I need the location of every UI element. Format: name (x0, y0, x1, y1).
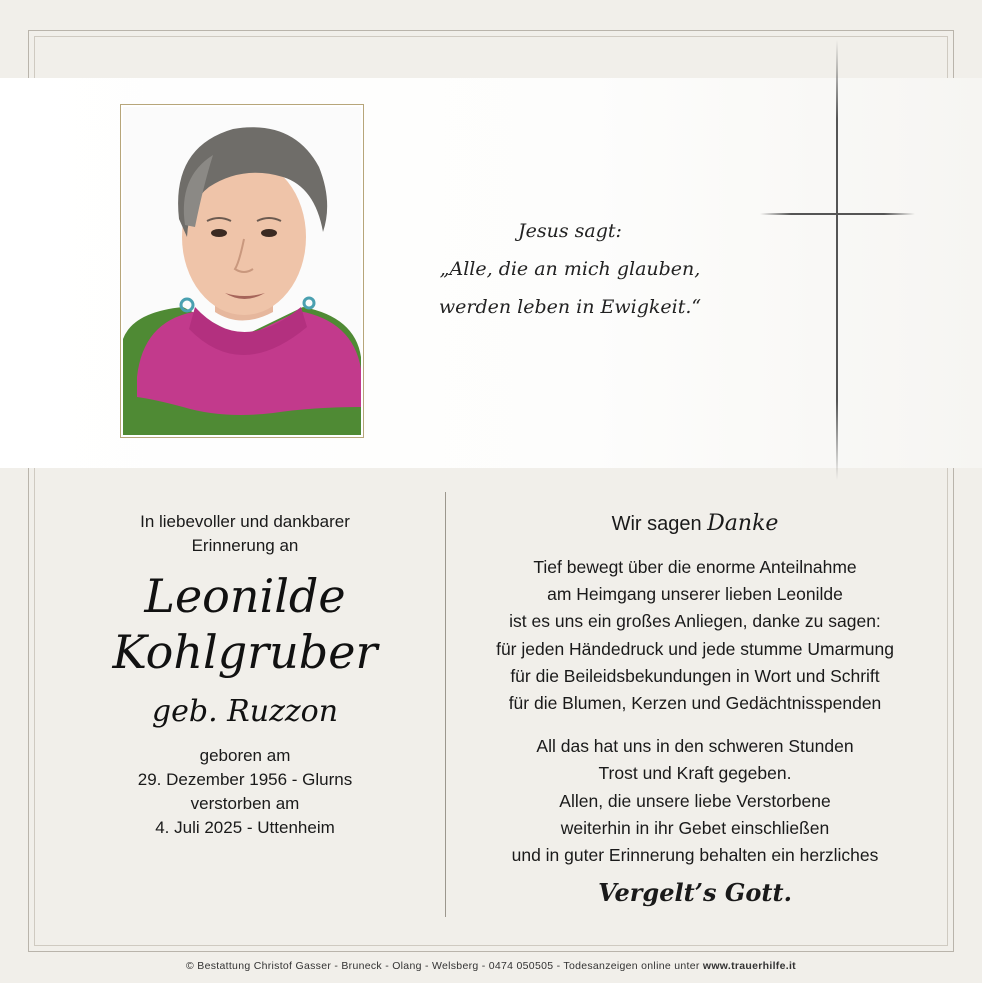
cross-horizontal-beam (760, 213, 915, 215)
memorial-details (90, 510, 400, 840)
paragraph-line: Allen, die unsere liebe Verstorbene (559, 790, 831, 811)
died-date: 4. Juli 2025 - Uttenheim (155, 818, 335, 837)
born-label: geboren am (199, 746, 291, 765)
thanks-prefix: Wir sagen (611, 513, 702, 535)
bible-quote (405, 212, 735, 326)
portrait-photo (123, 107, 361, 435)
thanks-heading (470, 510, 920, 538)
footer (0, 960, 982, 972)
deceased-name (90, 568, 400, 680)
thanks-paragraph-2 (470, 733, 920, 869)
footer-link[interactable]: www.trauerhilfe.it (702, 960, 796, 972)
quote-line: werden leben in Ewigkeit.“ (438, 296, 702, 318)
born-date: 29. Dezember 1956 - Glurns (137, 770, 353, 789)
portrait-frame (120, 104, 364, 438)
life-dates (90, 744, 400, 840)
paragraph-line: für die Blumen, Kerzen und Gedächtnisspenden (508, 693, 882, 714)
intro-text (90, 510, 400, 558)
paragraph-line: und in guter Erinnerung behalten ein herzliches (511, 845, 879, 866)
paragraph-line: weiterhin in ihr Gebet einschließen (560, 817, 830, 838)
closing-blessing: Vergelt’s Gott. (598, 878, 792, 908)
paragraph-line: Tief bewegt über die enorme Anteilnahme (533, 557, 857, 577)
intro-line: Erinnerung an (191, 536, 299, 555)
thanks-section (470, 510, 920, 909)
first-name: Leonilde (144, 569, 346, 623)
paragraph-line: am Heimgang unserer lieben Leonilde (547, 584, 843, 605)
paragraph-line: ist es uns ein großes Anliegen, danke zu sagen: (509, 611, 881, 632)
thanks-paragraph-1 (470, 554, 920, 717)
paragraph-line: für die Beileidsbekundungen in Wort und Schrift (510, 665, 880, 686)
thanks-word: Danke (707, 511, 779, 536)
paragraph-line: Trost und Kraft gegeben. (598, 763, 792, 784)
intro-line: In liebevoller und dankbarer (140, 512, 350, 531)
column-divider (445, 492, 446, 917)
died-label: verstorben am (190, 794, 300, 813)
last-name: Kohlgruber (112, 625, 378, 679)
quote-line: Jesus sagt: (518, 220, 622, 242)
maiden-name: geb. Ruzzon (151, 694, 339, 729)
paragraph-line: für jeden Händedruck und jede stumme Umarmung (496, 638, 894, 659)
footer-text: © Bestattung Christof Gasser - Bruneck - Olang - Welsberg - 0474 050505 - Todesanzeigen online unter (186, 960, 703, 972)
paragraph-line: All das hat uns in den schweren Stunden (536, 736, 854, 757)
cross-vertical-beam (836, 40, 838, 480)
quote-line: „Alle, die an mich glauben, (439, 258, 701, 280)
